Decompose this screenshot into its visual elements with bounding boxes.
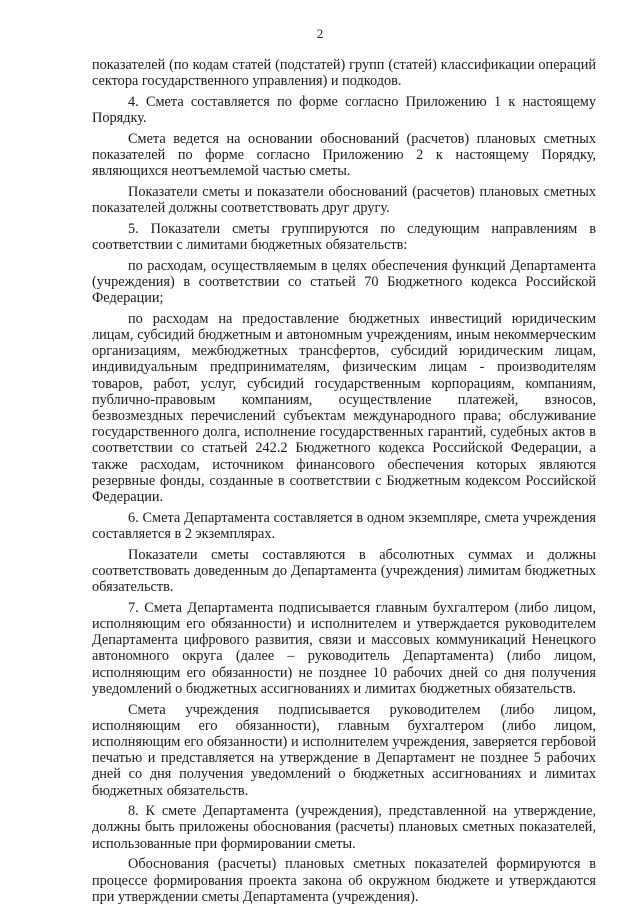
paragraph-item-7: 7. Смета Департамента подписывается главным бухгалтером (либо лицом, исполняющим его обязанности) и исполнителем и утверждается руководителем Департамента цифрового развития, связи и массовых коммуникаций Ненецкого автономного округа (далее – руководитель Департамента) (либо лицом, исполняющим его обязанности) не позднее 10 рабочих дней со дня получения уведомлений о бюджетных ассигнованиях и лимитах бюджетных обязательств. — [92, 599, 596, 697]
paragraph-institution-estimate: Смета учреждения подписывается руководителем (либо лицом, исполняющим его обязанности), главным бухгалтером (либо лицом, исполняющим его обязанности) и исполнителем учреждения, заверяется гербовой печатью и представляется на утверждение в Департамент не позднее 5 рабочих дней со дня получения уведомлений о бюджетных ассигнованиях и лимитах бюджетных обязательств. — [92, 701, 596, 799]
paragraph-justifications: Обоснования (расчеты) плановых сметных показателей формируются в процессе формирования проекта закона об окружном бюджете и утверждаются при утверждении сметы Департамента (учреждения). — [92, 856, 596, 905]
paragraph-item-5: 5. Показатели сметы группируются по следующим направлениям в соответствии с лимитами бюджетных обязательств: — [92, 220, 596, 254]
paragraph-item-8: 8. К смете Департамента (учреждения), представленной на утверждение, должны быть приложены обоснования (расчеты) плановых сметных показателей, использованные при формировании сметы. — [92, 803, 596, 852]
paragraph-item-4: 4. Смета составляется по форме согласно Приложению 1 к настоящему Порядку. — [92, 93, 596, 127]
paragraph-expenses-investments: по расходам на предоставление бюджетных инвестиций юридическим лицам, субсидий бюджетным и автономным учреждениям, иным некоммерческим организациям, межбюджетных трансфертов, субсидий юридическим лицам, индивидуальным предпринимателям, физическим лицам - производителям товаров, работ, услуг, субсидий государственным корпорациям, компаниям, публично-правовым компаниям, осуществление платежей, взносов, безвозмездных перечислений субъектам международного права; обслуживание государственного долга, исполнение государственных гарантий, судебных актов в соответствии со статьей 242.2 Бюджетного кодекса Российской Федерации, а также расходам, источником финансового обеспечения которых являются резервные фонды, созданные в соответствии с Бюджетным кодексом Российской Федерации. — [92, 310, 596, 506]
paragraph-expenses-functions: по расходам, осуществляемым в целях обеспечения функций Департамента (учреждения) в соответствии со статьей 70 Бюджетного кодекса Российской Федерации; — [92, 257, 596, 307]
paragraph-continuation: показателей (по кодам статей (подстатей) групп (статей) классификации операций сектора государственного управления) и подкодов. — [92, 57, 596, 90]
page-number: 2 — [316, 26, 324, 41]
paragraph-correspondence: Показатели сметы и показатели обоснований (расчетов) плановых сметных показателей должны соответствовать друг другу. — [92, 183, 596, 217]
document-body — [92, 57, 596, 909]
paragraph-item-6: 6. Смета Департамента составляется в одном экземпляре, смета учреждения составляется в 2 экземплярах. — [92, 509, 596, 542]
paragraph-absolute-sums: Показатели сметы составляются в абсолютных суммах и должны соответствовать доведенным до Департамента (учреждения) лимитам бюджетных обязательств. — [92, 546, 596, 596]
paragraph-calculations: Смета ведется на основании обоснований (расчетов) плановых сметных показателей по форме согласно Приложению 2 к настоящему Порядку, являющихся неотъемлемой частью сметы. — [92, 130, 596, 180]
